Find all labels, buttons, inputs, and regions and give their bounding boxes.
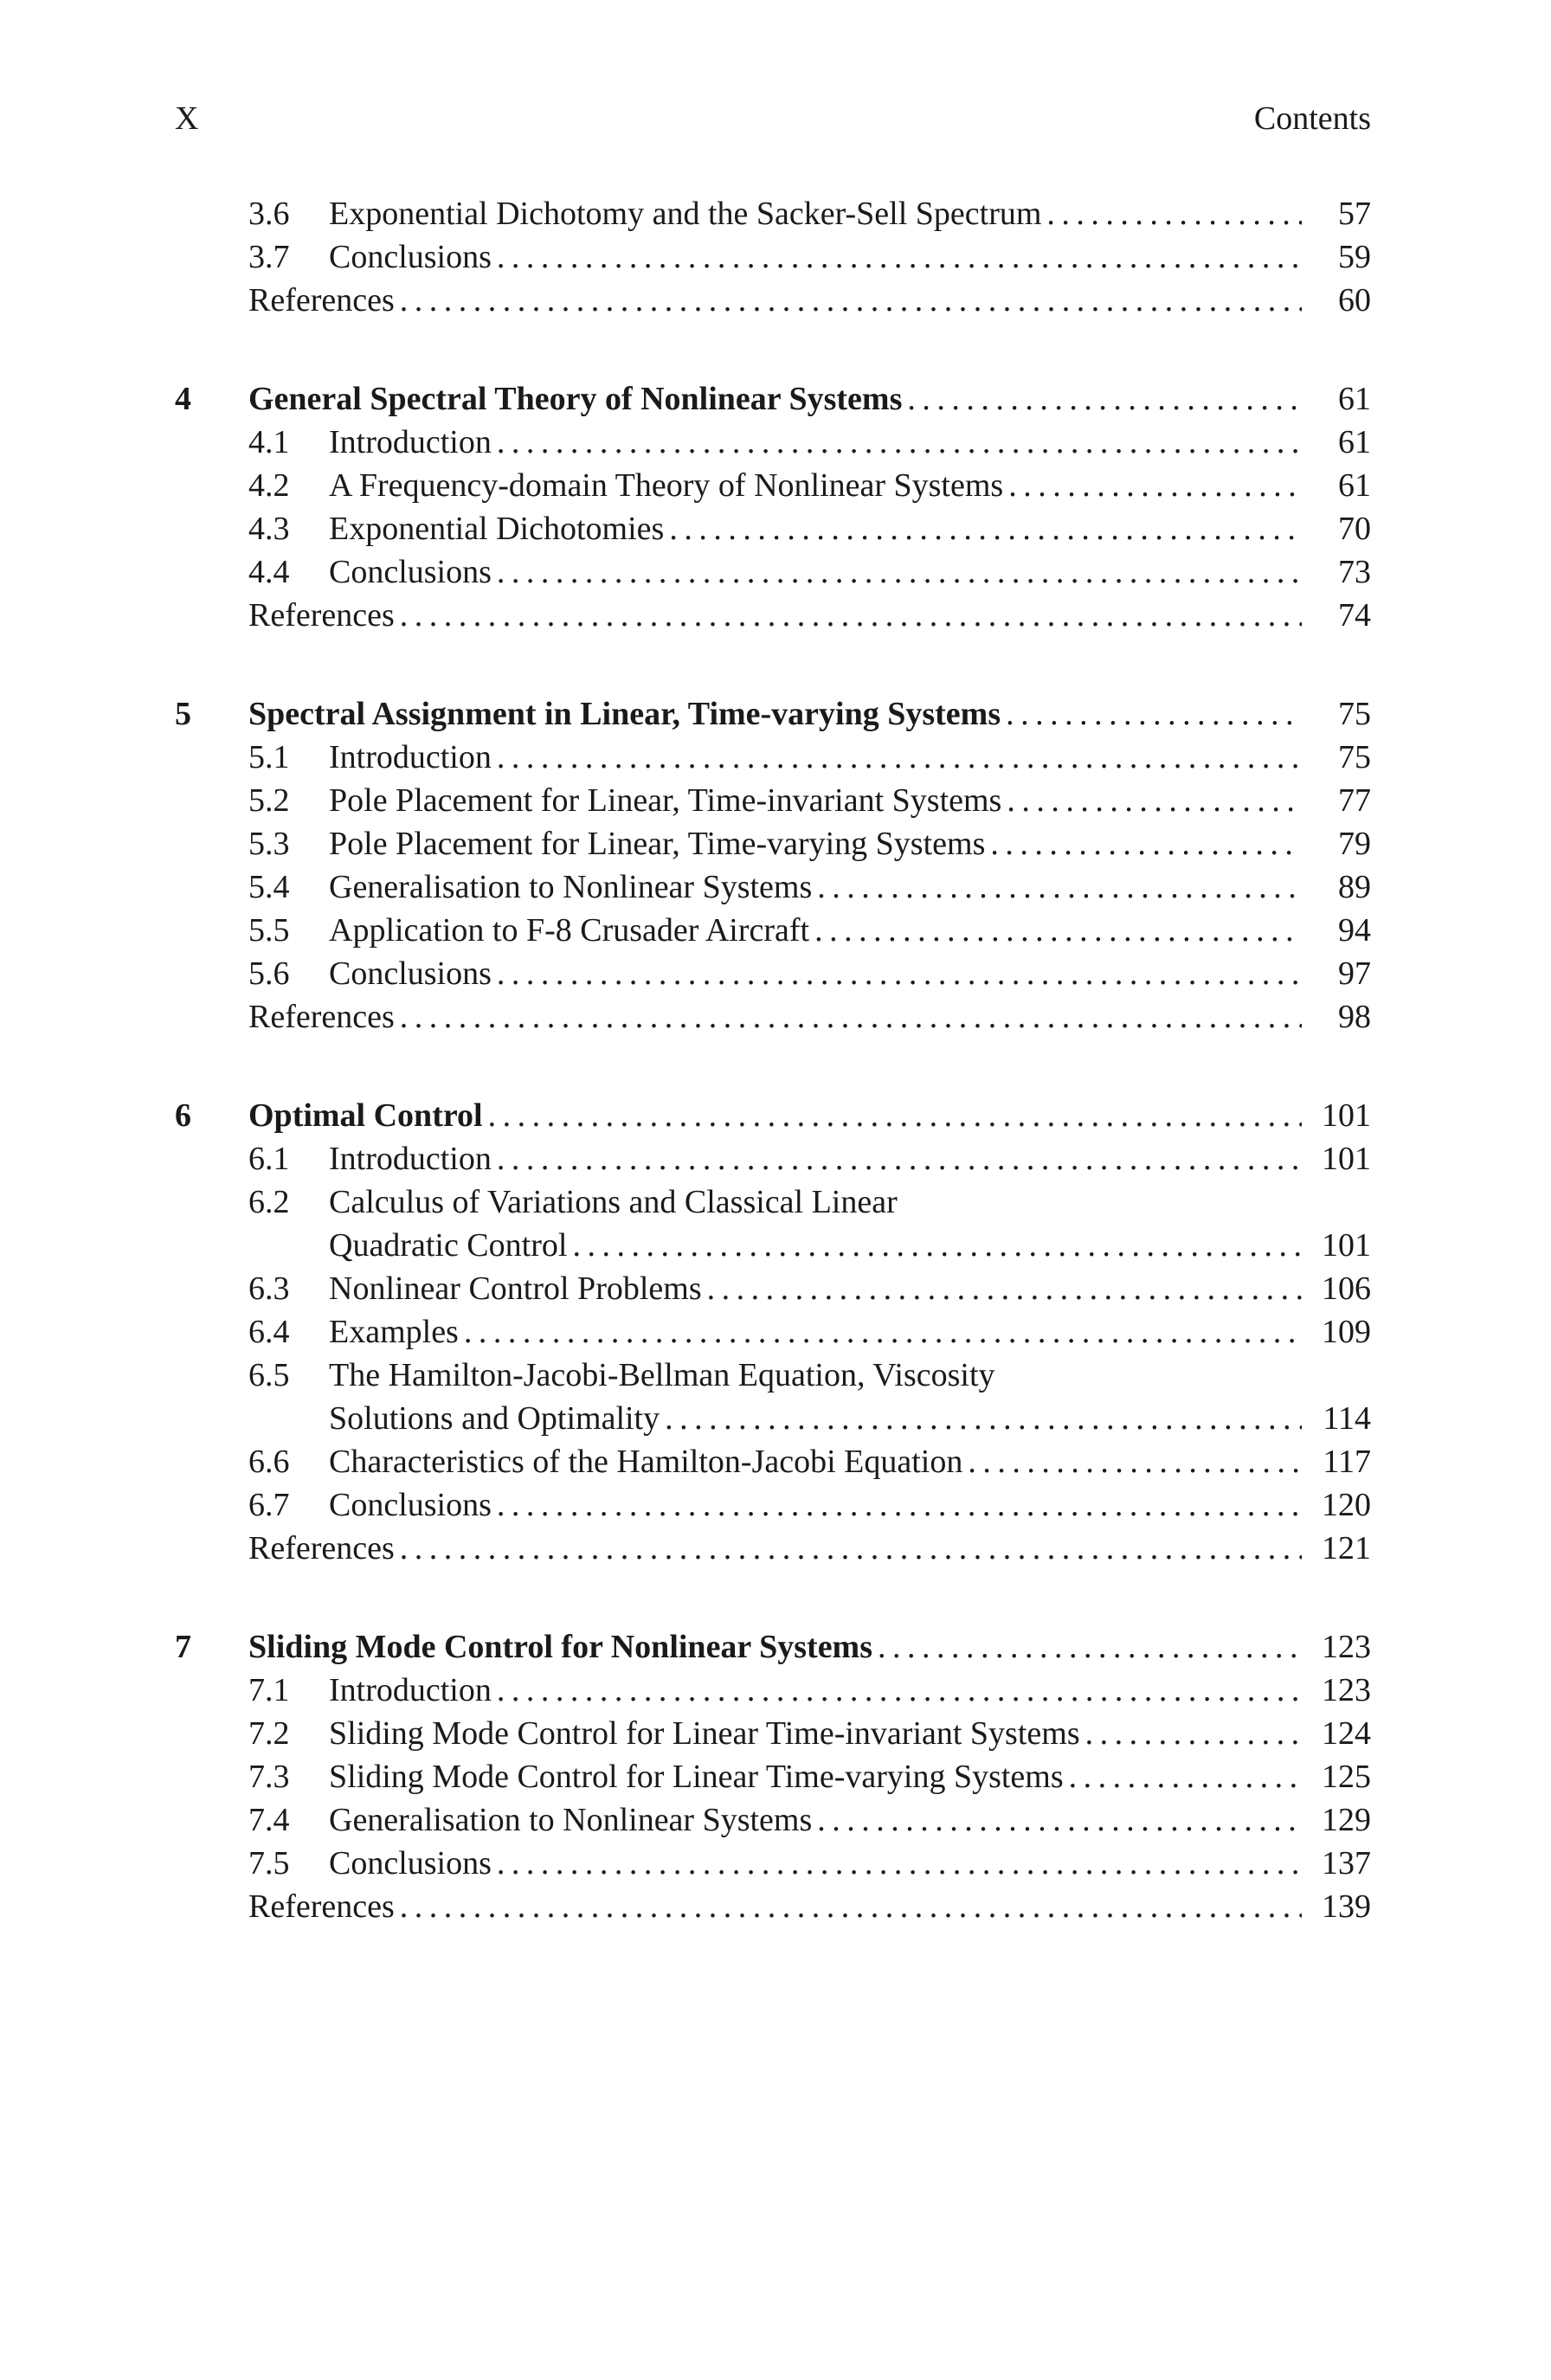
section-title: Conclusions [329,554,492,590]
chapter-page: 75 [1338,696,1371,732]
section-title: Conclusions [329,1845,492,1881]
section-title: Conclusions [329,239,492,275]
section-number: 6.6 [248,1444,290,1480]
section-entry [329,1397,1371,1440]
section-page: 137 [1322,1845,1371,1881]
toc-chapter-row[interactable] [175,377,1371,421]
chapter-page: 123 [1322,1629,1371,1665]
toc-section-row[interactable] [175,909,1371,952]
section-page: 129 [1322,1802,1371,1838]
section-page: 125 [1322,1759,1371,1795]
section-number: 4.3 [248,511,290,547]
leader-dots [1008,464,1302,507]
toc-section-row[interactable] [175,1180,1371,1267]
page-header [175,95,1371,142]
section-page: 124 [1322,1715,1371,1752]
toc-chapter-row[interactable] [175,1625,1371,1669]
chapter-title: Sliding Mode Control for Nonlinear Systems [248,1629,872,1665]
leader-dots [400,279,1302,322]
chapter-number: 7 [175,1629,191,1665]
section-page: 106 [1322,1270,1371,1307]
toc-references-row[interactable] [175,279,1371,322]
section-page: 73 [1338,554,1371,590]
references-entry [248,279,1371,322]
chapter-number: 5 [175,696,191,732]
leader-dots [400,995,1302,1039]
toc-section-row[interactable] [175,192,1371,235]
section-page: 70 [1338,511,1371,547]
toc-section-row[interactable] [175,1440,1371,1483]
section-entry [329,192,1371,235]
section-entry [329,1137,1371,1180]
references-page: 139 [1322,1888,1371,1925]
section-title: A Frequency-domain Theory of Nonlinear Systems [329,467,1004,504]
leader-dots [497,952,1302,995]
toc-section-row[interactable] [175,421,1371,464]
section-title: Conclusions [329,955,492,992]
section-page: 123 [1322,1672,1371,1708]
chapter-page: 61 [1338,381,1371,417]
section-number: 7.1 [248,1672,290,1708]
toc-section-row[interactable] [175,1755,1371,1798]
toc-section-row[interactable] [175,1310,1371,1354]
section-page: 109 [1322,1314,1371,1350]
leader-dots [990,822,1302,865]
leader-dots [572,1224,1302,1267]
references-entry [248,1527,1371,1570]
section-number: 5.1 [248,739,290,775]
section-number: 5.2 [248,782,290,819]
chapter-entry [248,377,1371,421]
section-title: Exponential Dichotomy and the Sacker-Sell Spectrum [329,196,1042,232]
section-title: Characteristics of the Hamilton-Jacobi Equation [329,1444,963,1480]
chapter-entry [248,1625,1371,1669]
toc-section-row[interactable] [175,235,1371,279]
section-page: 94 [1338,912,1371,949]
section-page: 61 [1338,467,1371,504]
section-entry [329,1842,1371,1885]
section-page: 120 [1322,1487,1371,1523]
toc-section-row[interactable] [175,1483,1371,1527]
section-entry [329,235,1371,279]
leader-dots [1007,779,1302,822]
section-entry [329,952,1371,995]
section-title: Introduction [329,1141,492,1177]
section-number: 5.3 [248,826,290,862]
toc-chapter-row[interactable] [175,1094,1371,1137]
references-title: References [248,1530,395,1566]
section-page: 77 [1338,782,1371,819]
chapter-title: Optimal Control [248,1097,483,1134]
toc-section-row[interactable] [175,1842,1371,1885]
leader-dots [488,1094,1302,1137]
section-title-line1: The Hamilton-Jacobi-Bellman Equation, Viscosity [329,1357,995,1393]
leader-dots [817,865,1302,909]
toc-section-row[interactable] [175,1267,1371,1310]
section-title: Application to F-8 Crusader Aircraft [329,912,810,949]
section-entry [329,421,1371,464]
leader-dots [1069,1755,1302,1798]
section-page: 101 [1322,1141,1371,1177]
references-entry [248,1885,1371,1928]
section-title: Sliding Mode Control for Linear Time-varying Systems [329,1759,1064,1795]
toc-section-row[interactable] [175,1798,1371,1842]
toc-section-row[interactable] [175,736,1371,779]
section-entry [329,464,1371,507]
section-entry [329,1712,1371,1755]
section-number: 6.7 [248,1487,290,1523]
section-entry [329,1224,1371,1267]
toc-references-row[interactable] [175,1527,1371,1570]
chapter-entry [248,1094,1371,1137]
leader-dots [907,377,1302,421]
section-entry [329,779,1371,822]
leader-dots [497,421,1302,464]
section-title: Pole Placement for Linear, Time-varying Systems [329,826,986,862]
section-number: 3.7 [248,239,290,275]
leader-dots [497,1842,1302,1885]
leader-dots [669,507,1302,550]
leader-dots [665,1397,1302,1440]
section-number: 6.4 [248,1314,290,1350]
section-entry [329,736,1371,779]
toc-section-row[interactable] [175,1712,1371,1755]
section-page: 57 [1338,196,1371,232]
leader-dots [497,550,1302,594]
leader-dots [497,1137,1302,1180]
section-title: Exponential Dichotomies [329,511,665,547]
section-entry [329,1440,1371,1483]
section-title: Generalisation to Nonlinear Systems [329,869,813,905]
chapter-6 [175,1094,1371,1570]
section-number: 5.4 [248,869,290,905]
page-number: X [175,100,199,137]
section-page: 117 [1323,1444,1371,1480]
leader-dots [497,736,1302,779]
section-number: 4.1 [248,424,290,460]
section-entry [329,865,1371,909]
leader-dots [1046,192,1302,235]
leader-dots [817,1798,1302,1842]
table-of-contents [175,192,1371,1984]
toc-chapter-row[interactable] [175,692,1371,736]
chapter-page: 101 [1322,1097,1371,1134]
section-number: 6.3 [248,1270,290,1307]
section-entry [329,550,1371,594]
section-title: Solutions and Optimality [329,1400,660,1437]
section-title: Sliding Mode Control for Linear Time-invariant Systems [329,1715,1080,1752]
leader-dots [464,1310,1302,1354]
section-entry [329,1669,1371,1712]
chapter-entry [248,692,1371,736]
toc-references-row[interactable] [175,594,1371,637]
chapter-number: 6 [175,1097,191,1134]
references-title: References [248,597,395,634]
toc-references-row[interactable] [175,1885,1371,1928]
section-entry [329,1310,1371,1354]
references-entry [248,995,1371,1039]
section-page: 75 [1338,739,1371,775]
section-title: Introduction [329,1672,492,1708]
references-title: References [248,999,395,1035]
section-entry [329,507,1371,550]
section-number: 6.5 [248,1357,290,1393]
section-number: 5.5 [248,912,290,949]
section-page: 101 [1322,1227,1371,1264]
references-page: 74 [1338,597,1371,634]
leader-dots [497,1483,1302,1527]
toc-section-row[interactable] [175,1669,1371,1712]
leader-dots [497,235,1302,279]
toc-section-row[interactable] [175,822,1371,865]
leader-dots [878,1625,1302,1669]
chapter-5 [175,692,1371,1039]
section-title: Introduction [329,424,492,460]
references-page: 121 [1322,1530,1371,1566]
leader-dots [400,594,1302,637]
section-number: 4.2 [248,467,290,504]
references-page: 98 [1338,999,1371,1035]
section-number: 4.4 [248,554,290,590]
toc-section-row[interactable] [175,1354,1371,1440]
references-entry [248,594,1371,637]
leader-dots [400,1527,1302,1570]
section-page: 97 [1338,955,1371,992]
chapter-number: 4 [175,381,191,417]
section-number: 6.2 [248,1184,290,1220]
leader-dots [968,1440,1302,1483]
references-page: 60 [1338,282,1371,318]
section-title-line1: Calculus of Variations and Classical Linear [329,1184,898,1220]
leader-dots [497,1669,1302,1712]
leader-dots [400,1885,1302,1928]
section-entry [329,1267,1371,1310]
section-page: 89 [1338,869,1371,905]
section-title: Pole Placement for Linear, Time-invariant Systems [329,782,1002,819]
section-entry [329,822,1371,865]
leader-dots [707,1267,1302,1310]
section-entry [329,1755,1371,1798]
section-number: 7.2 [248,1715,290,1752]
section-title: Examples [329,1314,459,1350]
chapter-3-continued [175,192,1371,322]
section-number: 7.4 [248,1802,290,1838]
leader-dots [1006,692,1302,736]
section-page: 79 [1338,826,1371,862]
section-title: Nonlinear Control Problems [329,1270,702,1307]
section-title: Conclusions [329,1487,492,1523]
leader-dots [1085,1712,1302,1755]
chapter-7 [175,1625,1371,1928]
section-title: Introduction [329,739,492,775]
section-title: Generalisation to Nonlinear Systems [329,1802,813,1838]
section-number: 7.3 [248,1759,290,1795]
chapter-4 [175,377,1371,637]
chapter-title: Spectral Assignment in Linear, Time-varying Systems [248,696,1001,732]
section-page: 59 [1338,239,1371,275]
section-number: 7.5 [248,1845,290,1881]
section-entry [329,1798,1371,1842]
toc-section-row[interactable] [175,507,1371,550]
chapter-title: General Spectral Theory of Nonlinear Systems [248,381,903,417]
toc-section-row[interactable] [175,865,1371,909]
section-title: Quadratic Control [329,1227,568,1264]
section-entry [329,1483,1371,1527]
toc-section-row[interactable] [175,550,1371,594]
toc-references-row[interactable] [175,995,1371,1039]
section-page: 114 [1323,1400,1371,1437]
leader-dots [814,909,1302,952]
toc-section-row[interactable] [175,1137,1371,1180]
toc-section-row[interactable] [175,779,1371,822]
section-number: 6.1 [248,1141,290,1177]
toc-section-row[interactable] [175,464,1371,507]
section-number: 3.6 [248,196,290,232]
running-title: Contents [1253,100,1371,137]
section-number: 5.6 [248,955,290,992]
toc-section-row[interactable] [175,952,1371,995]
section-page: 61 [1338,424,1371,460]
references-title: References [248,282,395,318]
section-entry [329,909,1371,952]
references-title: References [248,1888,395,1925]
